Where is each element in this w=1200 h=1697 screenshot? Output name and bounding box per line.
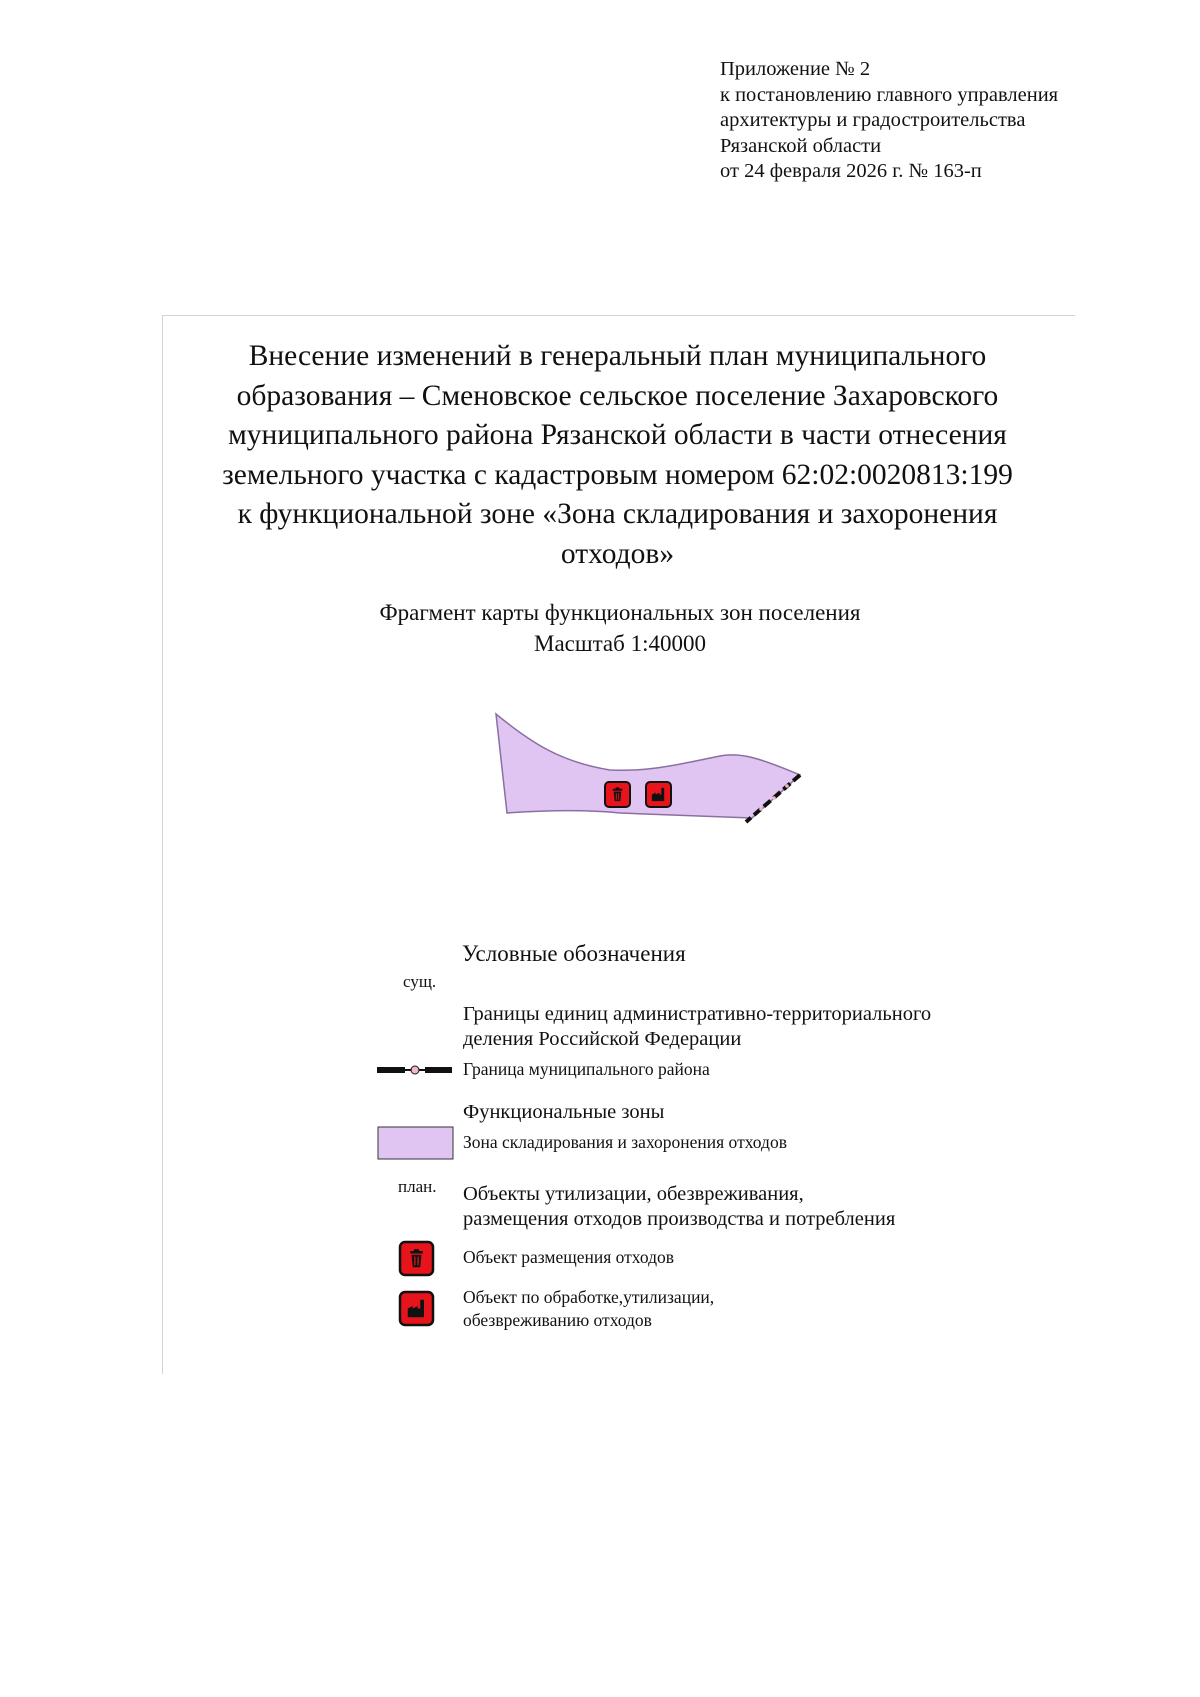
- title-line-4: земельного участка с кадастровым номером 62:02:0020813:199: [222, 458, 1013, 491]
- legend-admin-boundaries-line-2: деления Российской Федерации: [463, 1028, 742, 1050]
- legend-processing-icon: [400, 1292, 433, 1325]
- legend-objects-heading: [463, 1182, 895, 1232]
- map-caption: Фрагмент карты функциональных зон поселения: [379, 600, 861, 625]
- legend-objects-heading-line-2: размещения отходов производства и потребления: [463, 1208, 896, 1230]
- legend-functional-zones-heading: Функциональные зоны: [463, 1101, 665, 1123]
- legend-waste-zone-swatch: [378, 1127, 453, 1159]
- waste-processing-icon: [646, 782, 671, 807]
- legend-processing-object-line-1: Объект по обработке,утилизации,: [463, 1287, 715, 1307]
- appendix-line-4: Рязанской области: [720, 134, 882, 157]
- title-line-5: к функциональной зоне «Зона складирования и захоронения: [237, 498, 998, 530]
- legend-processing-object-line-2: обезвреживанию отходов: [463, 1310, 652, 1330]
- appendix-line-3: архитектуры и градостроительства: [720, 109, 1026, 131]
- appendix-line-2: к постановлению главного управления: [720, 83, 1059, 106]
- title-line-3: муниципального района Рязанской области в части отнесения: [228, 419, 1007, 451]
- appendix-line-1: Приложение № 2: [720, 58, 871, 80]
- legend-existing-label: сущ.: [403, 972, 437, 991]
- legend-disposal-icon: [400, 1242, 433, 1275]
- legend-planned-label: план.: [398, 1177, 437, 1196]
- appendix-line-5: от 24 февраля 2026 г. № 163-п: [720, 160, 982, 182]
- legend-processing-object-label: [463, 1286, 714, 1332]
- map-scale: Масштаб 1:40000: [534, 631, 706, 656]
- title-line-2: образования – Сменовское сельское поселение Захаровского: [236, 379, 999, 412]
- waste-disposal-icon: [605, 782, 630, 807]
- legend-district-boundary-label: Граница муниципального района: [463, 1059, 710, 1079]
- legend-title: Условные обозначения: [462, 941, 686, 966]
- legend-admin-boundaries-heading: [463, 1002, 931, 1052]
- legend-objects-heading-line-1: Объекты утилизации, обезвреживания,: [463, 1183, 804, 1205]
- title-line-6: отходов»: [560, 537, 675, 570]
- legend-waste-zone-label: Зона складирования и захоронения отходов: [463, 1132, 787, 1152]
- legend-admin-boundaries-line-1: Границы единиц административно-территориального: [463, 1003, 932, 1025]
- title-line-1: Внесение изменений в генеральный план муниципального: [248, 340, 987, 372]
- legend-disposal-object-label: Объект размещения отходов: [463, 1247, 675, 1267]
- legend-boundary-swatch: [377, 1066, 452, 1074]
